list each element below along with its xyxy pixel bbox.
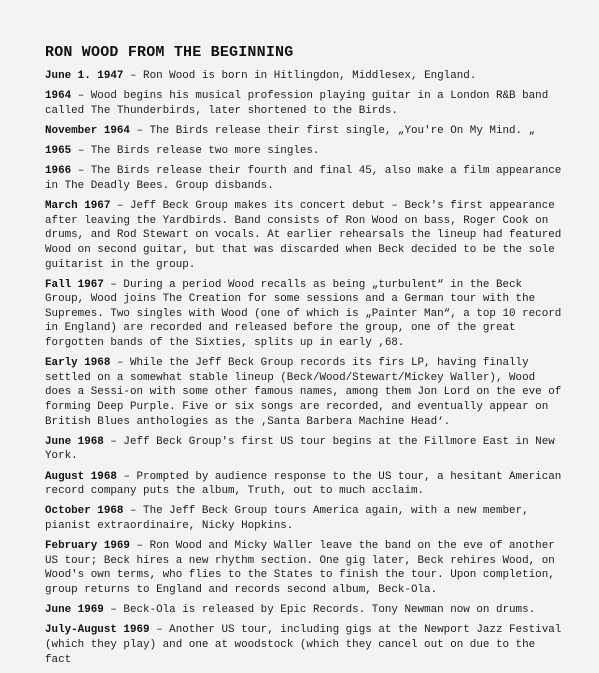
entry-date: November 1964 xyxy=(45,124,130,137)
entry-date: 1964 xyxy=(45,90,72,103)
entry-date: Fall 1967 xyxy=(45,278,104,291)
entry-date: July-August 1969 xyxy=(45,624,150,637)
entry-date: June 1969 xyxy=(45,604,104,617)
timeline-list xyxy=(45,69,563,673)
entry-date: Early 1968 xyxy=(45,357,111,370)
entry-date: August 1968 xyxy=(45,470,117,483)
entry-text: – The Birds release two more singles. xyxy=(71,145,320,158)
timeline-entry xyxy=(45,278,563,351)
entry-text: – During a period Wood recalls as being „turbulent“ in the Beck Group, Wood joins The Creation for some sessions and a German tour with the Supremes. Two singles with Wood (one of which is „Painter Man“, a top 10 record in England) are recorded and released before the group, one of the great forgotten bands of the Sixties, splits up in early ,68. xyxy=(45,278,562,350)
timeline-entry xyxy=(45,539,563,597)
entry-date: February 1969 xyxy=(45,540,130,553)
entry-text: – Wood begins his musical profession playing guitar in a London R&B band called The Thunderbirds, later shortened to the Birds. xyxy=(45,90,549,117)
entry-date: 1965 xyxy=(45,145,72,158)
entry-text: – Another US tour, including gigs at the Newport Jazz Festival (which they play) and one at woodstock (which they cancel out on due to the fact xyxy=(45,624,562,666)
entry-text: – Prompted by audience response to the US tour, a hesitant American record company puts the album, Truth, out to much acclaim. xyxy=(45,470,562,498)
entry-date: March 1967 xyxy=(45,200,111,213)
timeline-entry xyxy=(45,89,563,118)
entry-text: – Jeff Beck Group makes its concert debut – Beck's first appearance after leaving the Yardbirds. Band consists of Ron Wood on bass, Roger Cook on drums, and Rod Stewart on vocals. At earlier rehearsals the lineup had featured Wood on second guitar, but that was discarded when Beck decided to be the sole guitarist in the group. xyxy=(45,200,562,271)
entry-date: 1966 xyxy=(45,165,72,178)
entry-text: – While the Jeff Beck Group records its firs LP, having finally settled on a somewhat stable lineup (Beck/Wood/Stewart/Mickey Waller), Wood does a Sessi-on with some other famous names, among them Jon Lord on the eve of forming Deep Purple. Five or six songs are recorded, and eventually appear on British Blues anthologies as the ‚Santa Barbera Machine Head‘. xyxy=(45,357,562,428)
timeline-entry xyxy=(45,356,563,429)
entry-text: – The Jeff Beck Group tours America again, with a new member, pianist extraordinaire, Nicky Hopkins. xyxy=(45,505,529,532)
entry-text: – The Birds release their first single, „You're On My Mind. „ xyxy=(129,124,536,137)
entry-text: – The Birds release their fourth and final 45, also make a film appearance in The Deadly Bees. Group disbands. xyxy=(45,165,562,192)
timeline-entry xyxy=(45,124,563,139)
timeline-entry xyxy=(45,199,563,272)
timeline-entry xyxy=(45,69,563,84)
page-title: RON WOOD FROM THE BEGINNING xyxy=(45,44,294,61)
entry-text: – Ron Wood and Micky Waller leave the band on the eve of another US tour; Beck hires a new rhythm section. One gig later, Beck rehires Wood, on Wood's own terms, who flies to the States to finish the tour. Upon completion, group returns to England and records second album, Beck-Ola. xyxy=(45,540,555,596)
timeline-entry xyxy=(45,144,563,159)
timeline-entry xyxy=(45,164,563,193)
entry-date: October 1968 xyxy=(45,505,124,518)
entry-date: June 1968 xyxy=(45,435,104,448)
timeline-entry xyxy=(45,623,563,667)
entry-text: – Ron Wood is born in Hitlingdon, Middlesex, England. xyxy=(123,70,477,82)
timeline-entry xyxy=(45,603,563,618)
timeline-entry xyxy=(45,435,563,464)
entry-text: – Beck-Ola is released by Epic Records. Tony Newman now on drums. xyxy=(103,604,536,617)
timeline-entry xyxy=(45,470,563,499)
timeline-entry xyxy=(45,504,563,533)
entry-text: – Jeff Beck Group's first US tour begins at the Fillmore East in New York. xyxy=(45,435,555,463)
entry-date: June 1. 1947 xyxy=(45,70,124,82)
